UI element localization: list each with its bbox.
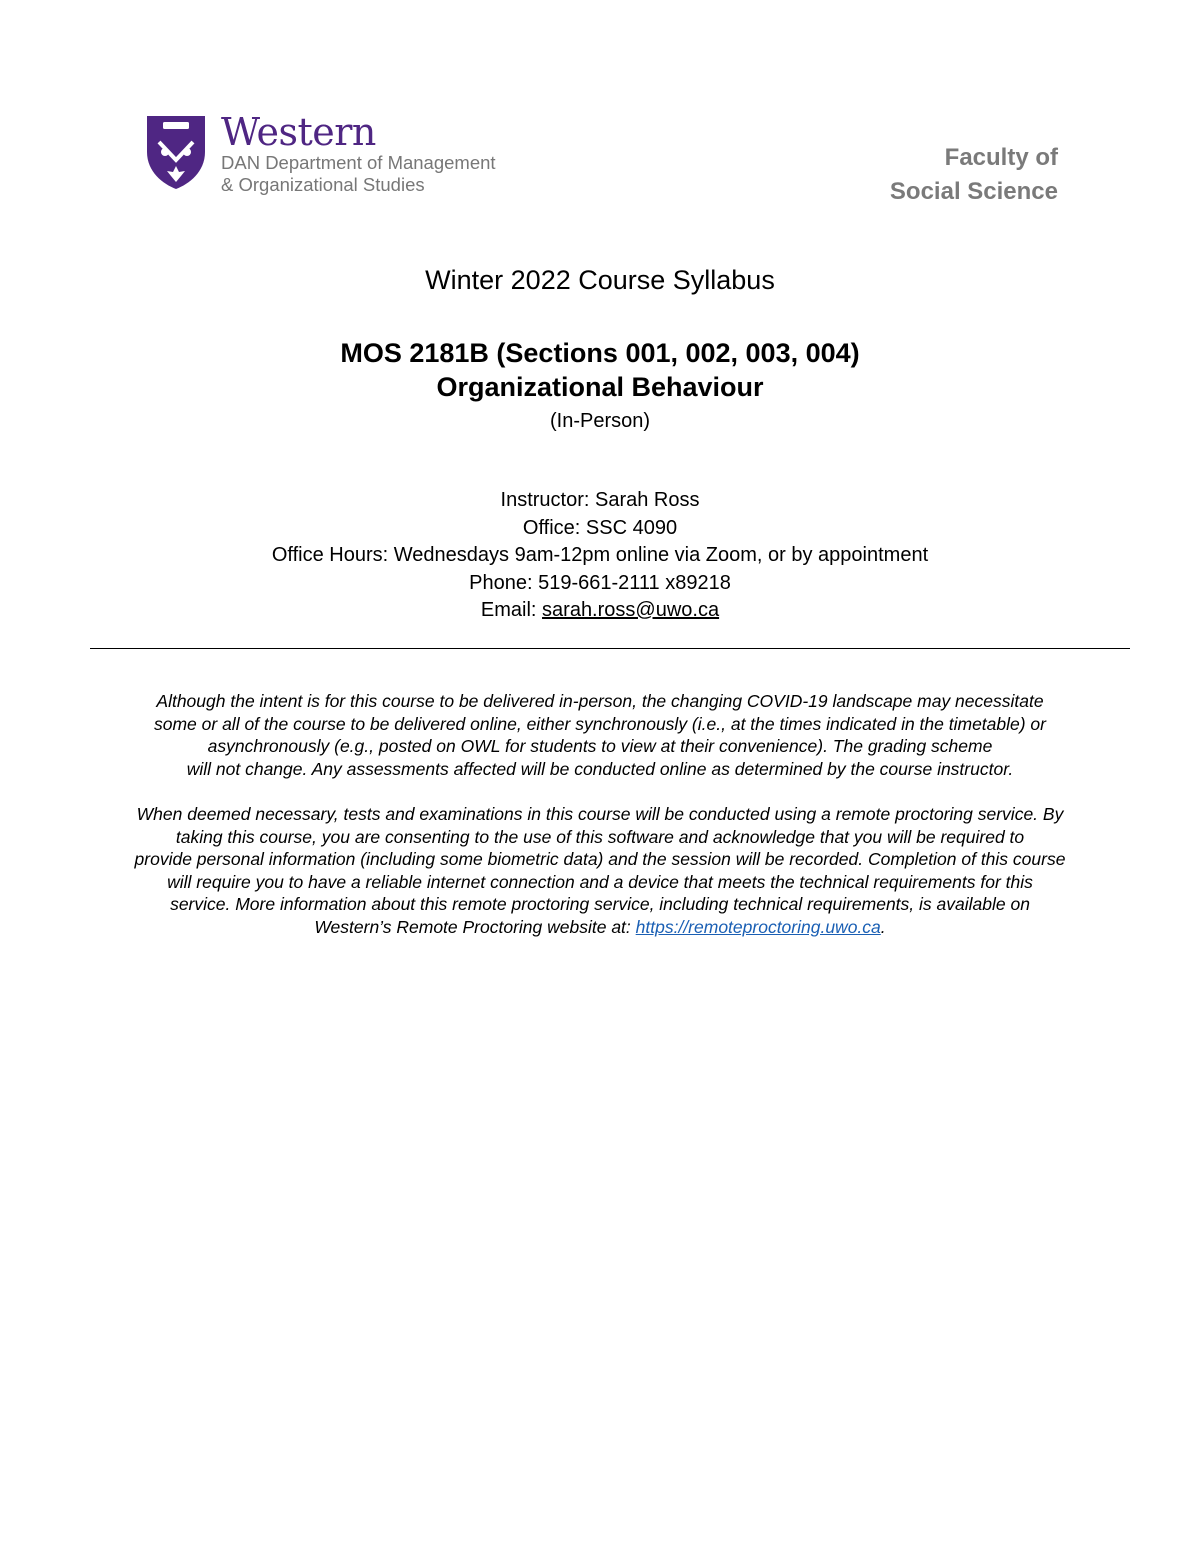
instructor-contact bbox=[0, 487, 1200, 625]
proctoring-notice-line: taking this course, you are consenting to the use of this software and acknowledge that you will be required to bbox=[175, 826, 1025, 847]
proctoring-notice-line: When deemed necessary, tests and examinations in this course will be conducted using a remote proctoring service. By bbox=[136, 804, 1064, 824]
proctoring-notice-last-line bbox=[70, 916, 1130, 939]
logo-department-line-1: DAN Department of Management bbox=[221, 152, 496, 173]
faculty-line-1: Faculty of bbox=[944, 144, 1058, 171]
email-link[interactable]: sarah.ross@uwo.ca bbox=[542, 599, 720, 621]
faculty-line-2: Social Science bbox=[889, 178, 1058, 205]
email-label: Email: bbox=[480, 599, 543, 621]
syllabus-title: Winter 2022 Course Syllabus bbox=[425, 265, 775, 295]
western-crest-icon bbox=[145, 112, 207, 190]
covid-notice-line: asynchronously (e.g., posted on OWL for students to view at their convenience). The grading scheme bbox=[207, 736, 993, 756]
phone-number: Phone: 519-661-2111 x89218 bbox=[469, 571, 731, 594]
logo-text bbox=[221, 112, 496, 196]
proctoring-notice-line: provide personal information (including some biometric data) and the session will be recorded. Completion of this course bbox=[134, 849, 1066, 869]
proctoring-link-prefix: Western’s Remote Proctoring website at: bbox=[314, 916, 636, 937]
proctoring-notice-line: will require you to have a reliable internet connection and a device that meets the technical requirements for this bbox=[167, 871, 1033, 892]
course-name: Organizational Behaviour bbox=[436, 372, 764, 402]
western-logo bbox=[145, 112, 496, 196]
covid-notice-line: some or all of the course to be delivered online, either synchronously (i.e., at the times indicated in the timetable) or bbox=[154, 713, 1046, 734]
logo-name: Western bbox=[221, 110, 376, 154]
proctoring-notice-line: service. More information about this remote proctoring service, including technical requirements, is available on bbox=[170, 894, 1030, 914]
remote-proctoring-link[interactable]: https://remoteproctoring.uwo.ca bbox=[635, 916, 881, 937]
divider bbox=[90, 648, 1130, 649]
office-hours: Office Hours: Wednesdays 9am-12pm online via Zoom, or by appointment bbox=[271, 544, 929, 566]
course-code: MOS 2181B (Sections 001, 002, 003, 004) bbox=[340, 338, 860, 368]
proctoring-notice bbox=[70, 803, 1130, 938]
proctoring-link-suffix: . bbox=[880, 916, 886, 937]
office-location: Office: SSC 4090 bbox=[522, 516, 678, 539]
faculty-label bbox=[890, 141, 1058, 209]
covid-notice-line: will not change. Any assessments affected will be conducted online as determined by the course instructor. bbox=[186, 758, 1014, 779]
logo-department-line-2: & Organizational Studies bbox=[221, 174, 425, 195]
email-line bbox=[0, 597, 1200, 625]
covid-notice-line: Although the intent is for this course to be delivered in-person, the changing COVID-19 landscape may necessitate bbox=[156, 691, 1044, 711]
delivery-mode: (In-Person) bbox=[549, 410, 651, 432]
instructor-name: Instructor: Sarah Ross bbox=[500, 489, 700, 511]
covid-notice bbox=[70, 690, 1130, 780]
